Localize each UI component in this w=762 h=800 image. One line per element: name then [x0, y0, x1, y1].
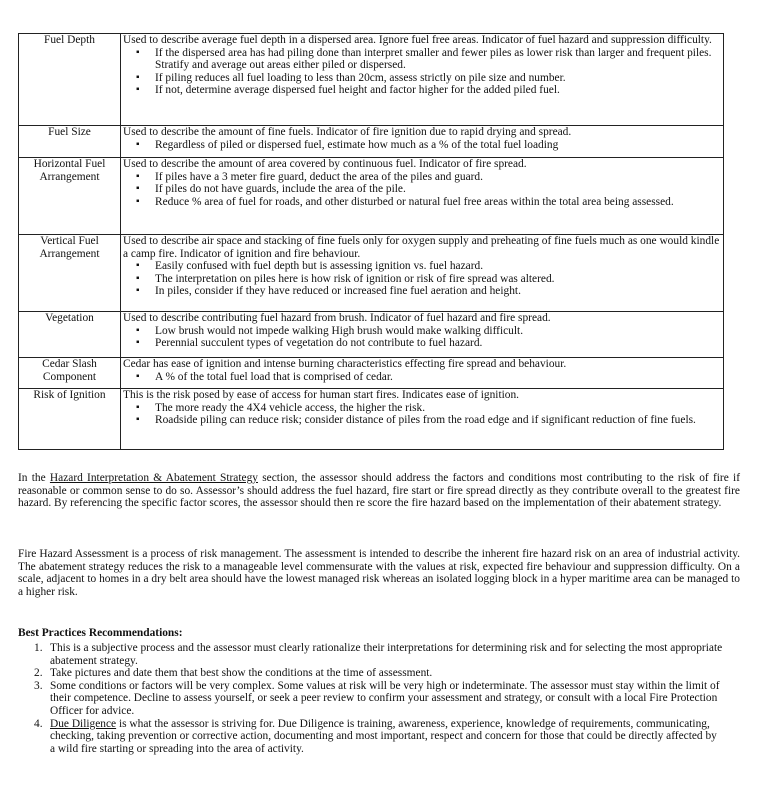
bullet-icon: ▪ [136, 183, 140, 195]
fire-hazard-assessment-paragraph: Fire Hazard Assessment is a process of risk management. The assessment is intended to describe the inherent fire hazard risk on an area of industrial activity. The abatement strategy reduces the risk to a manageable level commensurate with the values at risk, expected fire behaviour and suppression difficulty. On a scale, adjacent to homes in a dry belt area should have the lowest managed risk whereas an isolated logging block in a hyper maritime area can be managed to a higher risk. [18, 548, 740, 598]
list-item: 3. Some conditions or factors will be very complex. Some values at risk will be very high or indeterminate. The assessor must stay within the limit of their competence. Decline to assess yourself, or seek a peer review to confirm your assessment and strategy, or consult with a local Fire Protection Officer for advice. [34, 679, 720, 717]
best-practices-list [18, 642, 724, 755]
list-item: ▪ If not, determine average dispersed fuel height and factor higher for the added piled fuel. [136, 84, 560, 97]
list-item: 4. Due Diligence is what the assessor is striving for. Due Diligence is training, awareness, experience, knowledge of requirements, communicating, checking, taking prevention or corrective action, documenting and most important, respect and concern for those that could be directly affected by a wild fire starting or spreading into the area of activity. [34, 717, 717, 755]
list-item: ▪ Low brush would not impede walking High brush would make walking difficult. [136, 324, 524, 337]
table-row [19, 34, 724, 126]
bullet-icon: ▪ [136, 46, 140, 58]
bullet-icon: ▪ [136, 170, 140, 182]
factor-name: Vegetation [19, 312, 121, 358]
factor-description: Used to describe average fuel depth in a dispersed area. Ignore fuel free areas. Indicator of fuel hazard and suppression difficulty. [123, 34, 712, 46]
factor-description: Used to describe the amount of fine fuels. Indicator of fire ignition due to rapid drying and spread. [123, 126, 572, 138]
list-item: ▪ Reduce % area of fuel for roads, and other disturbed or natural fuel free areas within the total area being assessed. [136, 195, 674, 208]
table-row [19, 389, 724, 450]
list-item: ▪ If piles have a 3 meter fire guard, deduct the area of the piles and guard. [136, 170, 483, 183]
list-item: 2. Take pictures and date them that best show the conditions at the time of assessment. [34, 667, 433, 680]
bullet-icon: ▪ [136, 401, 140, 413]
list-item: ▪ Regardless of piled or dispersed fuel, estimate how much as a % of the total fuel loading [136, 138, 559, 151]
bullet-icon: ▪ [136, 285, 140, 297]
factor-name: Vertical Fuel Arrangement [19, 235, 121, 312]
factor-name: Risk of Ignition [19, 389, 121, 450]
factor-description: Used to describe air space and stacking of fine fuels only for oxygen supply and preheating of fine fuels much as one would kindle a camp fire. Indicator of ignition and fire behaviour. [123, 235, 720, 260]
list-item: ▪ The interpretation on piles here is how risk of ignition or risk of fire spread was altered. [136, 272, 555, 285]
bullet-icon: ▪ [136, 195, 140, 207]
table-row [19, 312, 724, 358]
table-row [19, 358, 724, 389]
list-item: ▪ Roadside piling can reduce risk; consider distance of piles from the road edge and if significant reduction of fine fuels. [136, 414, 696, 427]
table-row [19, 158, 724, 235]
bullet-icon: ▪ [136, 370, 140, 382]
hazard-interpretation-link[interactable]: Hazard Interpretation & Abatement Strategy [49, 472, 258, 484]
list-item: ▪ Perennial succulent types of vegetation do not contribute to fuel hazard. [136, 337, 483, 350]
hazard-interpretation-paragraph: In the Hazard Interpretation & Abatement Strategy section, the assessor should address the factors and conditions most contributing to the risk of fire if reasonable or common sense to do so. Assessor’s should address the fuel hazard, fire start or fire spread directly as they contribute overall to the greatest fire hazard. By referencing the specific factor scores, the assessor should then re score the fire hazard based on the implementation of their abatement strategy. [18, 472, 740, 510]
list-item: ▪ If the dispersed area has had piling done than interpret smaller and fewer piles as lower risk than larger and frequent piles. Stratify and average out areas either piled or dispersed. [136, 46, 712, 72]
bullet-icon: ▪ [136, 71, 140, 83]
list-item: ▪ If piles do not have guards, include the area of the pile. [136, 183, 406, 196]
bullet-icon: ▪ [136, 84, 140, 96]
factor-description: Used to describe contributing fuel hazard from brush. Indicator of fuel hazard and fire spread. [123, 312, 551, 324]
factor-description: Cedar has ease of ignition and intense burning characteristics effecting fire spread and behaviour. [123, 358, 567, 370]
factor-name: Fuel Size [19, 126, 121, 158]
bullet-icon: ▪ [136, 414, 140, 426]
factor-description: This is the risk posed by ease of access for human start fires. Indicates ease of ignition. [123, 389, 520, 401]
bullet-icon: ▪ [136, 324, 140, 336]
due-diligence-link[interactable]: Due Diligence [50, 717, 117, 730]
factor-description: Used to describe the amount of area covered by continuous fuel. Indicator of fire spread. [123, 158, 527, 170]
factor-name: Fuel Depth [19, 34, 121, 126]
list-item: 1. This is a subjective process and the assessor must clearly rationalize their interpretations for determining risk and for selecting the most appropriate abatement strategy. [34, 642, 723, 667]
table-row [19, 126, 724, 158]
bullet-icon: ▪ [136, 272, 140, 284]
factor-name: Horizontal Fuel Arrangement [19, 158, 121, 235]
factor-name: Cedar Slash Component [19, 358, 121, 389]
fire-hazard-factor-table [18, 33, 724, 450]
list-item: ▪ If piling reduces all fuel loading to less than 20cm, assess strictly on pile size and number. [136, 71, 566, 84]
bullet-icon: ▪ [136, 337, 140, 349]
list-item: ▪ Easily confused with fuel depth but is assessing ignition vs. fuel hazard. [136, 260, 484, 273]
bullet-icon: ▪ [136, 260, 140, 272]
list-item: ▪ A % of the total fuel load that is comprised of cedar. [136, 370, 393, 383]
bullet-icon: ▪ [136, 138, 140, 150]
table-row [19, 235, 724, 312]
list-item: ▪ The more ready the 4X4 vehicle access, the higher the risk. [136, 401, 426, 414]
list-item: ▪ In piles, consider if they have reduced or increased fine fuel aeration and height. [136, 285, 521, 298]
best-practices-heading: Best Practices Recommendations: [18, 627, 183, 639]
